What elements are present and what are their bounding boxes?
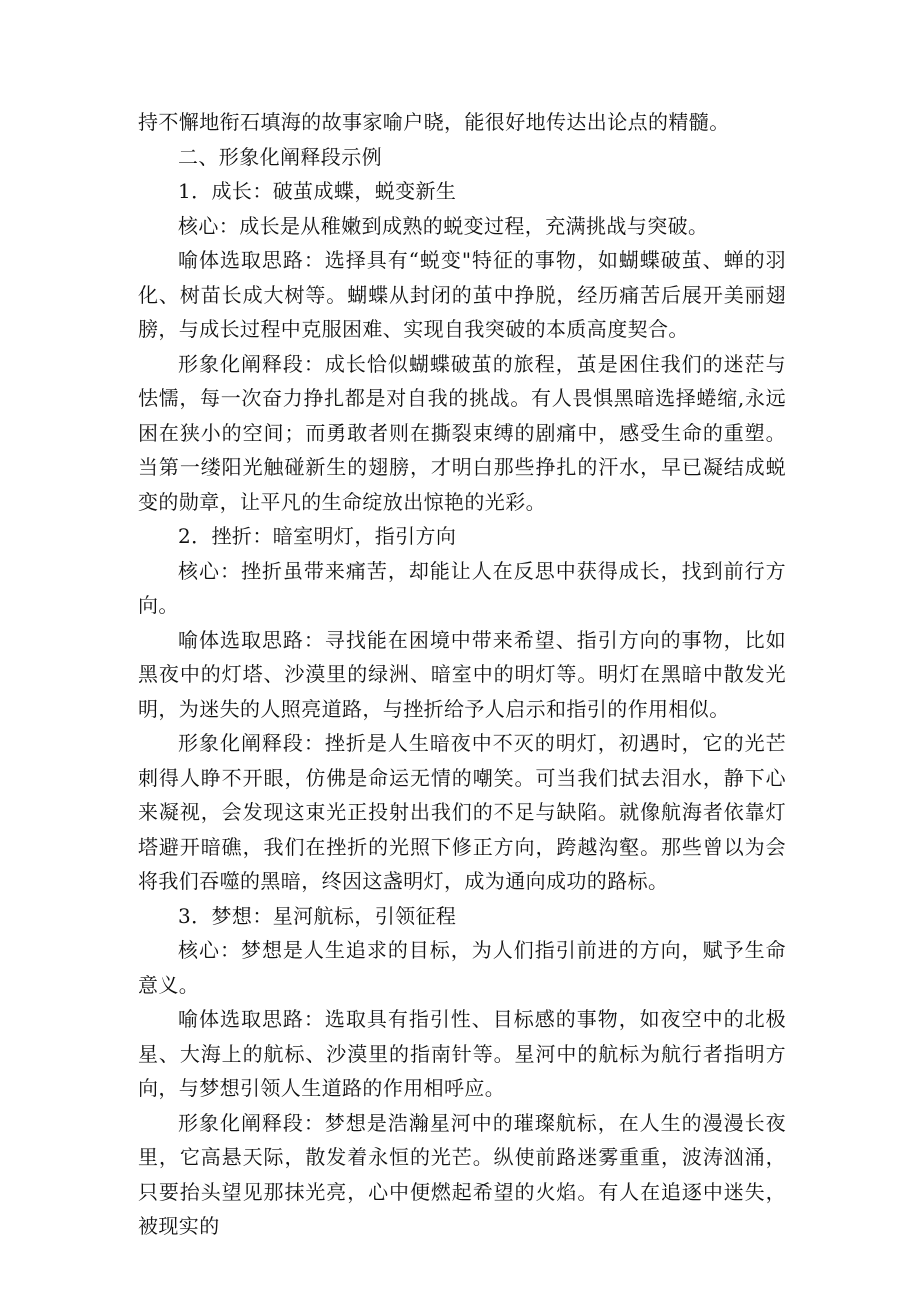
paragraph-illustration-setback: 形象化阐释段：挫折是人生暗夜中不灭的明灯，初遇时，它的光芒刺得人睁不开眼，仿佛是命运无情的嘲笑。可当我们拭去泪水，静下心来凝视，会发现这束光正投射出我们的不足与缺陷。就像航海者依靠灯塔避开暗礁，我们在挫折的光照下修正方向，跨越沟壑。那些曾以为会将我们吞噬的黑暗，终因这盏明灯，成为通向成功的路标。: [138, 731, 786, 893]
paragraph-metaphor-setback: 喻体选取思路：寻找能在困境中带来希望、指引方向的事物，比如黑夜中的灯塔、沙漠里的绿洲、暗室中的明灯等。明灯在黑暗中散发光明，为迷失的人照亮道路，与挫折给予人启示和指引的作用相似。: [138, 627, 786, 721]
paragraph-illustration-dream: 形象化阐释段：梦想是浩瀚星河中的璀璨航标，在人生的漫漫长夜里，它高悬天际，散发着永恒的光芒。纵使前路迷雾重重，波涛汹涌，只要抬头望见那抹光亮，心中便燃起希望的火焰。有人在追逐中迷失，被现实的: [138, 1110, 786, 1238]
paragraph-illustration-growth: 形象化阐释段：成长恰似蝴蝶破茧的旅程，茧是困住我们的迷茫与怯懦，每一次奋力挣扎都是对自我的挑战。有人畏惧黑暗选择蜷缩,永远困在狭小的空间；而勇敢者则在撕裂束缚的剧痛中，感受生命的重塑。当第一缕阳光触碰新生的翅膀，才明白那些挣扎的汗水，早已凝结成蜕变的勋章，让平凡的生命绽放出惊艳的光彩。: [138, 351, 786, 514]
paragraph-metaphor-dream: 喻体选取思路：选取具有指引性、目标感的事物，如夜空中的北极星、大海上的航标、沙漠里的指南针等。星河中的航标为航行者指明方向，与梦想引领人生道路的作用相呼应。: [138, 1007, 786, 1100]
paragraph-core-growth: 核心：成长是从稚嫩到成熟的蜕变过程，充满挑战与突破。: [178, 213, 709, 238]
document-body: [138, 105, 786, 1244]
subsection-heading-setback: 2．挫折：暗室明灯，指引方向: [178, 524, 457, 548]
subsection-heading-growth: 1．成长：破茧成蝶，蜕变新生: [178, 179, 457, 203]
paragraph-continuation: 持不懈地衔石填海的故事家喻户晓，能很好地传达出论点的精髓。: [138, 110, 730, 134]
paragraph-metaphor-growth: 喻体选取思路：选择具有“蜕变"特征的事物，如蝴蝶破茧、蝉的羽化、树苗长成大树等。蝴蝶从封闭的茧中挣脱，经历痛苦后展开美丽翅膀，与成长过程中克服困难、实现自我突破的本质高度契合。: [138, 248, 786, 341]
subsection-heading-dream: 3．梦想：星河航标，引领征程: [178, 903, 457, 928]
paragraph-core-setback: 核心：挫折虽带来痛苦，却能让人在反思中获得成长，找到前行方向。: [138, 558, 786, 617]
paragraph-core-dream: 核心：梦想是人生追求的目标，为人们指引前进的方向，赋予生命意义。: [138, 938, 786, 997]
section-heading: 二、形象化阐释段示例: [178, 144, 382, 169]
